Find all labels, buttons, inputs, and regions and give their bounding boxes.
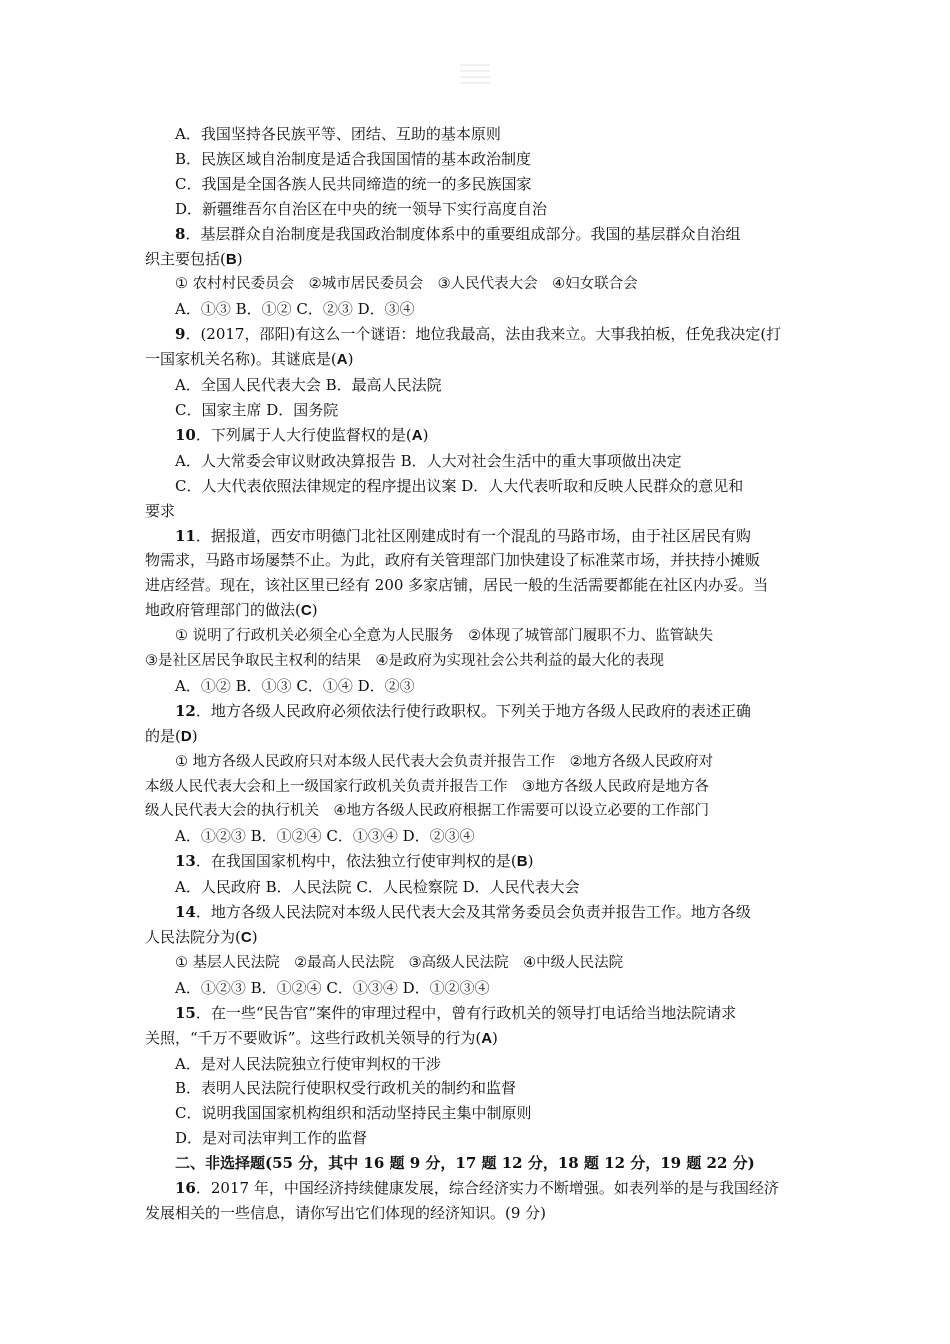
q16-stem-line1: ．2017 年，中国经济持续健康发展，综合经济实力不断增强。如表列举的是与我国经济 xyxy=(195,1179,779,1198)
q13-number: 13 xyxy=(175,852,196,871)
q13-close: ) xyxy=(527,852,534,871)
question-16 xyxy=(145,1176,810,1226)
question-15 xyxy=(145,1001,810,1151)
q7-option-a: A．我国坚持各民族平等、团结、互助的基本原则 xyxy=(175,125,501,143)
section-2-heading xyxy=(145,1151,810,1176)
q13-stem: ．在我国国家机构中，依法独立行使审判权的是( xyxy=(195,852,517,871)
q16-number: 16 xyxy=(175,1179,196,1198)
q12-choices: A．①②③ B．①②④ C．①③④ D．②③④ xyxy=(175,827,475,846)
q8-close: ) xyxy=(236,249,243,268)
q8-stem-line2: 织主要包括( xyxy=(145,249,226,268)
q11-stem-line4: 地政府管理部门的做法( xyxy=(145,601,301,620)
question-7-options xyxy=(145,122,810,222)
q9-choices-line2: C．国家主席 D．国务院 xyxy=(175,400,339,419)
q10-choices-line3: 要求 xyxy=(145,501,176,520)
q16-stem-line2: 发展相关的一些信息，请你写出它们体现的经济知识。(9 分) xyxy=(145,1203,547,1222)
question-13 xyxy=(145,849,810,900)
q10-answer: A xyxy=(411,426,423,444)
q15-close: ) xyxy=(492,1028,498,1047)
q8-stem-line1: ．基层群众自治制度是我国政治制度体系中的重要组成部分。我国的基层群众自治组 xyxy=(185,224,741,243)
q11-close: ) xyxy=(311,601,318,620)
q9-number: 9 xyxy=(175,325,186,344)
q9-choices-line1: A．全国人民代表大会 B．最高人民法院 xyxy=(175,376,442,395)
q9-answer: A xyxy=(336,351,348,369)
question-11 xyxy=(145,524,810,699)
q15-option-b: B．表明人民法院行使职权受行政机关的制约和监督 xyxy=(175,1079,517,1098)
section-2-detail: (55 分，其中 16 题 9 分，17 题 12 分，18 题 12 分，19 题 22 分) xyxy=(265,1154,755,1173)
q11-items-line2: ③是社区居民争取民主权利的结果 ④是政府为实现社会公共利益的最大化的表现 xyxy=(145,653,664,670)
question-9 xyxy=(145,322,810,423)
q7-option-d: D．新疆维吾尔自治区在中央的统一领导下实行高度自治 xyxy=(175,199,548,218)
q8-items: ① 农村村民委员会 ②城市居民委员会 ③人民代表大会 ④妇女联合会 xyxy=(175,276,638,293)
q15-stem-line2: 关照，“千万不要败诉”。这些行政机关领导的行为( xyxy=(145,1028,482,1047)
q11-stem-line3: 进店经营。现在，该社区里已经有 200 多家店铺，居民一般的生活需要都能在社区内办妥。当 xyxy=(145,576,769,595)
q15-option-c: C．说明我国国家机构组织和活动坚持民主集中制原则 xyxy=(175,1104,532,1123)
q15-answer: A xyxy=(481,1029,493,1047)
q9-close: ) xyxy=(347,350,354,369)
q14-choices: A．①②③ B．①②④ C．①③④ D．①②③④ xyxy=(175,978,490,997)
q12-stem-line2: 的是( xyxy=(145,726,181,745)
q11-choices: A．①② B．①③ C．①④ D．②③ xyxy=(175,676,415,695)
q7-option-b: B．民族区域自治制度是适合我国国情的基本政治制度 xyxy=(175,149,532,168)
q14-items: ① 基层人民法院 ②最高人民法院 ③高级人民法院 ④中级人民法院 xyxy=(175,954,624,971)
question-10 xyxy=(145,423,810,524)
q12-items-line3: 级人民代表大会的执行机关 ④地方各级人民政府根据工作需要可以设立必要的工作部门 xyxy=(145,803,709,820)
q11-items-line1: ① 说明了行政机关必须全心全意为人民服务 ②体现了城管部门履职不力、监管缺失 xyxy=(175,628,714,645)
question-14 xyxy=(145,900,810,1001)
question-8 xyxy=(145,222,810,323)
q15-stem-line1: ．在一些“民告官”案件的审理过程中，曾有行政机关的领导打电话给当地法院请求 xyxy=(195,1003,737,1022)
q12-items-line2: 本级人民代表大会和上一级国家行政机关负责并报告工作 ③地方各级人民政府是地方各 xyxy=(145,778,709,795)
q7-option-c: C．我国是全国各族人民共同缔造的统一的多民族国家 xyxy=(175,174,532,193)
q10-choices-line2: C．人大代表依照法律规定的程序提出议案 D．人大代表听取和反映人民群众的意见和 xyxy=(175,476,744,495)
q12-items-line1: ① 地方各级人民政府只对本级人民代表大会负责并报告工作 ②地方各级人民政府对 xyxy=(175,753,714,770)
q10-choices-line1: A．人大常委会审议财政决算报告 B．人大对社会生活中的重大事项做出决定 xyxy=(175,451,682,470)
q11-stem-line2: 物需求，马路市场屡禁不止。为此，政府有关管理部门加快建设了标准菜市场，并扶持小摊贩 xyxy=(145,551,761,570)
q15-option-a: A．是对人民法院独立行使审判权的干涉 xyxy=(175,1054,441,1073)
q10-close: ) xyxy=(422,425,429,444)
q14-number: 14 xyxy=(175,903,196,922)
q12-number: 12 xyxy=(175,701,196,720)
q8-answer: B xyxy=(225,250,237,268)
q13-answer: B xyxy=(516,853,528,871)
q12-stem-line1: ．地方各级人民政府必须依法行使行政职权。下列关于地方各级人民政府的表述正确 xyxy=(195,701,751,720)
q10-number: 10 xyxy=(175,425,196,444)
q11-answer: C xyxy=(300,602,312,620)
q11-number: 11 xyxy=(175,526,196,545)
q10-stem: ．下列属于人大行使监督权的是( xyxy=(195,425,412,444)
header-watermark xyxy=(460,60,490,90)
q15-option-d: D．是对司法审判工作的监督 xyxy=(175,1129,368,1148)
q13-choices: A．人民政府 B．人民法院 C．人民检察院 D．人民代表大会 xyxy=(175,878,580,897)
q14-answer: C xyxy=(240,929,252,946)
q14-close: ) xyxy=(251,928,258,946)
q8-choices: A．①③ B．①② C．②③ D．③④ xyxy=(175,300,415,319)
document-body xyxy=(145,122,810,1226)
q14-stem-line1: ．地方各级人民法院对本级人民代表大会及其常务委员会负责并报告工作。地方各级 xyxy=(195,903,751,922)
q9-stem-line1: ．(2017，邵阳)有这么一个谜语：地位我最高，法由我来立。大事我拍板，任免我决定(打 xyxy=(185,325,782,344)
question-12 xyxy=(145,699,810,849)
q9-stem-line2: 一国家机关名称)。其谜底是( xyxy=(145,350,337,369)
q15-number: 15 xyxy=(175,1003,196,1022)
q12-answer: D xyxy=(180,727,192,745)
section-2-title: 二、非选择题 xyxy=(175,1154,266,1173)
q11-stem-line1: ．据报道，西安市明德门北社区刚建成时有一个混乱的马路市场，由于社区居民有购 xyxy=(195,526,751,545)
q14-stem-line2: 人民法院分为( xyxy=(145,928,241,946)
q12-close: ) xyxy=(191,726,198,745)
q8-number: 8 xyxy=(175,224,186,243)
